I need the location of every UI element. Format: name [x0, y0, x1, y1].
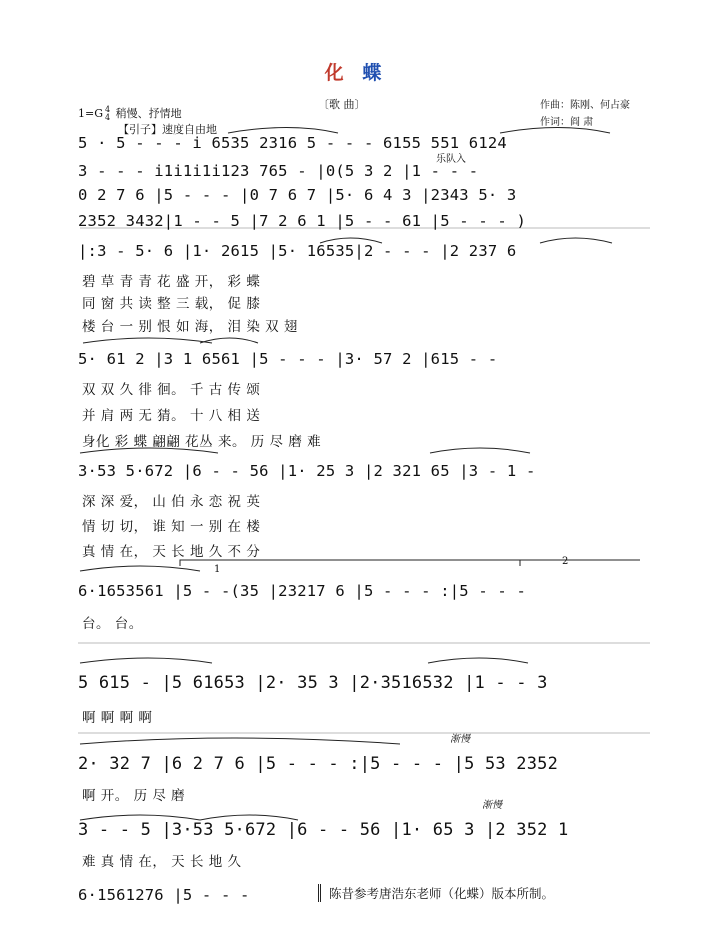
notation-line: 2352 3432|1 - - 5 |7 2 6 1 |5 - - 61 |5 - - - ) — [78, 212, 526, 230]
tempo-marking: 稍慢、抒情地 — [115, 107, 182, 120]
ritard-marker: 渐慢 — [482, 800, 502, 811]
lyric-line: 双 双 久 徘 徊。 千 古 传 颂 — [82, 382, 261, 398]
lyric-line: 同 窗 共 读 整 三 载， 促 膝 — [82, 296, 261, 312]
notation-line: 5 615 - |5 61653 |2· 35 3 |2·3516532 |1 - - 3 — [78, 673, 548, 693]
notation-line: 5· 61 2 |3 1 6561 |5 - - - |3· 57 2 |615 - - — [78, 350, 498, 368]
lyric-line: 身化 彩 蝶 翩翩 花丛 来。 历 尽 磨 难 — [82, 434, 322, 450]
meter-bottom: 4 — [105, 113, 111, 122]
notation-line: 3 - - - i1i1i1i123 765 - |0(5 3 2 |1 - - - — [78, 162, 479, 180]
notation-line: 2· 32 7 |6 2 7 6 |5 - - - :|5 - - - |5 53 2352 — [78, 754, 559, 774]
intro-label: 【引子】速度自由地 — [118, 123, 217, 136]
title-char-left: 化 — [324, 62, 350, 84]
volta-bracket — [180, 560, 640, 566]
band-entry-marker: 乐队入 — [436, 154, 466, 165]
lyric-line: 情 切 切， 谁 知 一 别 在 楼 — [82, 519, 261, 535]
slur — [228, 128, 338, 134]
lyric-line: 啊 啊 啊 啊 — [82, 710, 153, 726]
meter-top: 4 — [105, 105, 111, 114]
slur — [428, 658, 528, 663]
notation-line: 0 2 7 6 |5 - - - |0 7 6 7 |5· 6 4 3 |2343 5· 3 — [78, 186, 517, 204]
slur — [83, 338, 212, 343]
ritard-marker: 渐慢 — [450, 734, 470, 745]
notation-line: 3 - - 5 |3·53 5·672 |6 - - 56 |1· 65 3 |2 352 1 — [78, 820, 569, 840]
lyric-line: 碧 草 青 青 花 盛 开， 彩 蝶 — [82, 274, 261, 290]
lyric-line: 真 情 在， 天 长 地 久 不 分 — [82, 544, 261, 560]
lyric-line: 难 真 情 在， 天 长 地 久 — [82, 854, 242, 870]
title-char-right: 蝶 — [362, 62, 388, 84]
lyric-line: 台。 台。 — [82, 616, 143, 632]
notation-line: |:3 - 5· 6 |1· 2615 |5· 16535|2 - - - |2 237 6 — [78, 242, 517, 260]
ending-two-marker: 2 — [562, 556, 569, 567]
key-prefix: 1=G — [78, 107, 104, 120]
footer-note: 陈昔参考唐浩东老师（化蝶）版本所制。 — [318, 884, 554, 902]
slur — [80, 566, 200, 571]
slur — [500, 128, 610, 134]
lyric-line: 楼 台 一 别 恨 如 海， 泪 染 双 翅 — [82, 319, 298, 335]
composer-credit: 作曲：陈刚、何占豪 — [540, 100, 630, 111]
lyricist-credit: 作词：阎 肃 — [540, 117, 594, 128]
lyric-line: 深 深 爱， 山 伯 永 恋 祝 英 — [82, 494, 261, 510]
notation-line: 6·1653561 |5 - -(35 |23217 6 |5 - - - :|5 - - - — [78, 582, 526, 600]
ending-one-marker: 1 — [214, 564, 221, 575]
volta-bracket — [520, 560, 640, 566]
slur — [80, 738, 400, 744]
slur — [80, 658, 212, 663]
notation-line: 3·53 5·672 |6 - - 56 |1· 25 3 |2 321 65 |3 - 1 - — [78, 462, 536, 480]
lyric-line: 啊 开。 历 尽 磨 — [82, 788, 186, 804]
notation-line: 6·1561276 |5 - - - — [78, 886, 250, 904]
genre-subtitle: 〔歌 曲〕 — [318, 98, 366, 111]
lyric-line: 并 肩 两 无 猜。 十 八 相 送 — [82, 408, 261, 424]
notation-line: 5 · 5 - - - i 6535 2316 5 - - - 6155 551 6124 — [78, 134, 507, 152]
